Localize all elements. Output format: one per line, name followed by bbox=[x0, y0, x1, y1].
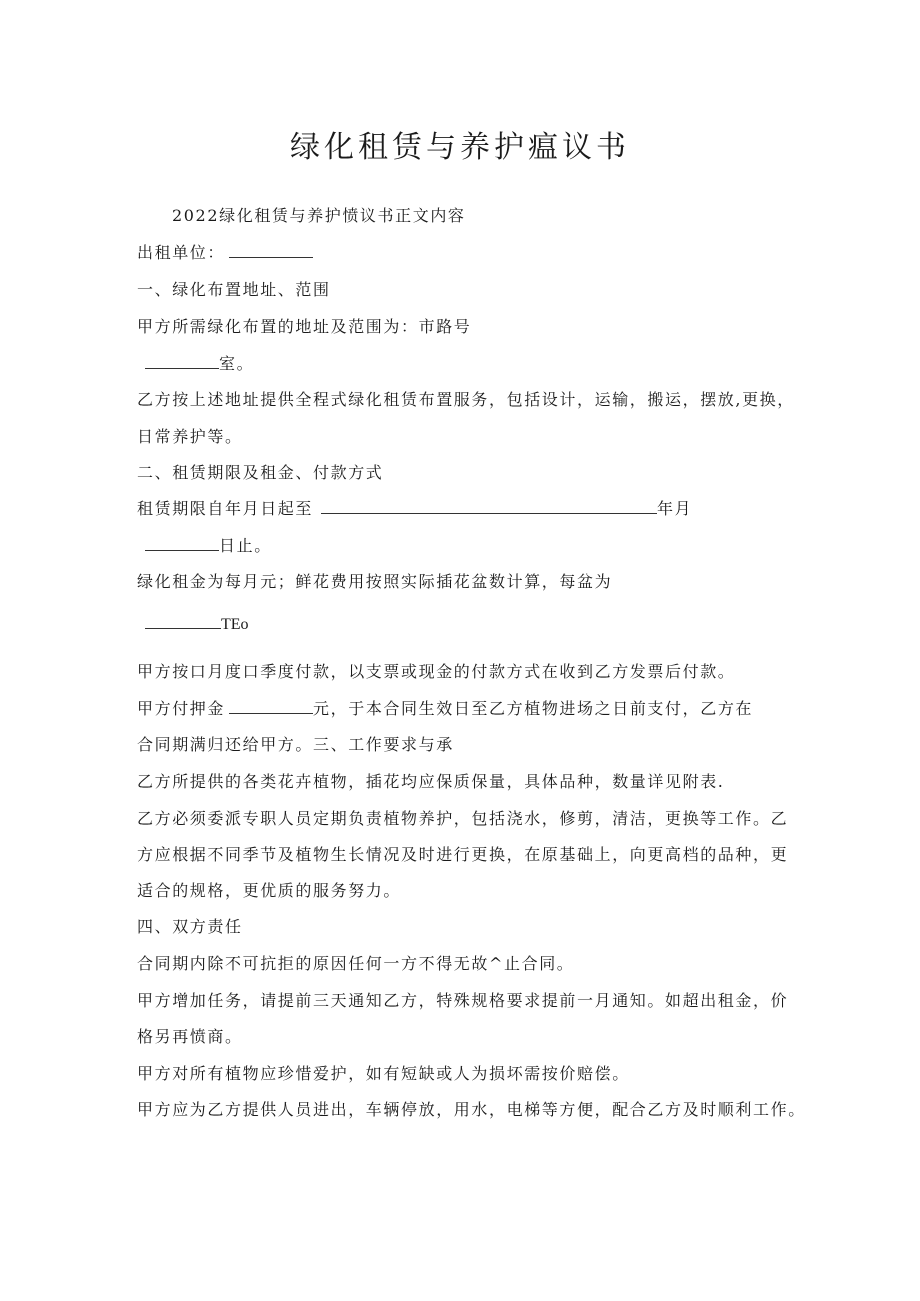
term-blank bbox=[321, 499, 657, 514]
room-line bbox=[145, 353, 254, 375]
lessor-line bbox=[137, 242, 313, 264]
plants-line: 乙方所提供的各类花卉植物，插花均应保质保量，具体品种，数量详见附表. bbox=[137, 772, 725, 791]
deposit-line-2: 合同期满归还给甲方。三、工作要求与承 bbox=[137, 735, 454, 754]
care-line-3: 适合的规格，更优质的服务努力。 bbox=[137, 881, 402, 900]
term-ym: 年月 bbox=[657, 499, 693, 518]
protect-line: 甲方对所有植物应珍惜爱护，如有短缺或人为损坏需按价赔偿。 bbox=[137, 1064, 630, 1083]
care-line-1: 乙方必须委派专职人员定期负责植物养护，包括浇水，修剪，清洁，更换等工作。乙 bbox=[137, 809, 789, 828]
document-subtitle bbox=[172, 205, 466, 227]
service-line-1: 乙方按上述地址提供全程式绿化租赁布置服务，包括设计，运输，搬运，摆放,更换， bbox=[137, 390, 795, 409]
term-end-blank bbox=[145, 536, 219, 551]
deposit-blank bbox=[229, 699, 313, 714]
payment-line: 甲方按口月度口季度付款，以支票或现金的付款方式在收到乙方发票后付款。 bbox=[137, 662, 736, 681]
deposit-prefix: 甲方付押金 bbox=[137, 699, 226, 718]
deposit-line bbox=[137, 698, 753, 720]
per-pot-suffix: TEo bbox=[221, 616, 249, 633]
lessor-blank bbox=[229, 243, 313, 258]
section4-heading: 四、双方责任 bbox=[137, 917, 243, 936]
term-end-line bbox=[145, 535, 272, 557]
task-line-2: 格另再愤商。 bbox=[137, 1027, 243, 1046]
termination-line: 合同期内除不可抗拒的原因任何一方不得无故^止合同。 bbox=[137, 954, 575, 973]
per-pot-blank bbox=[145, 614, 221, 629]
section1-heading: 一、绿化布置地址、范围 bbox=[137, 280, 331, 299]
deposit-suffix: 元，于本合同生效日至乙方植物进场之日前支付，乙方在 bbox=[313, 699, 754, 718]
term-end-suffix: 日止。 bbox=[219, 536, 272, 555]
term-start: 租赁期限自年月日起至 bbox=[137, 499, 314, 518]
rent-line: 绿化租金为每月元；鲜花费用按照实际插花盆数计算，每盆为 bbox=[137, 572, 613, 591]
subtitle-text: 2022绿化租赁与养护愤议书正文内容 bbox=[172, 206, 466, 225]
per-pot-line bbox=[145, 613, 249, 636]
care-line-2: 方应根据不同季节及植物生长情况及时进行更换，在原基础上，向更高档的品种，更 bbox=[137, 845, 789, 864]
room-suffix: 室。 bbox=[219, 354, 255, 373]
access-line: 甲方应为乙方提供人员进出，车辆停放，用水，电梯等方便，配合乙方及时顺利工作。 bbox=[137, 1100, 806, 1119]
lessor-label: 出租单位： bbox=[137, 243, 226, 262]
address-line: 甲方所需绿化布置的地址及范围为：市路号 bbox=[137, 317, 472, 336]
room-blank bbox=[145, 354, 219, 369]
term-line bbox=[137, 498, 692, 520]
service-line-2: 日常养护等。 bbox=[137, 427, 243, 446]
section2-heading: 二、租赁期限及租金、付款方式 bbox=[137, 463, 384, 482]
document-title: 绿化租赁与养护瘟议书 bbox=[290, 130, 630, 165]
task-line-1: 甲方增加任务，请提前三天通知乙方，特殊规格要求提前一月通知。如超出租金，价 bbox=[137, 991, 789, 1010]
